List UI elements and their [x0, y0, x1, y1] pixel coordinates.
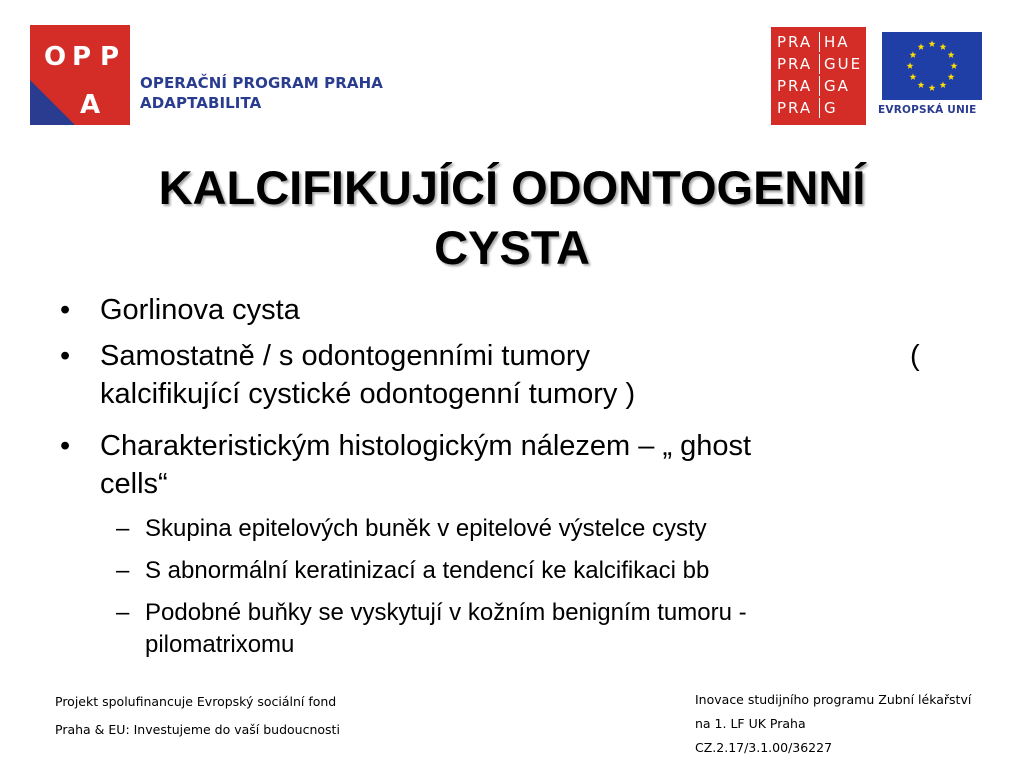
praha-row-left: PRA: [777, 76, 820, 96]
praha-row: [777, 97, 866, 119]
subbullet-text: Skupina epitelových buněk v epitelové výstelce cysty: [145, 515, 707, 542]
subbullet-marker: –: [116, 557, 130, 584]
slide-title-line2: CYSTA: [434, 221, 590, 274]
praha-row: [777, 53, 866, 75]
subbullet-marker: –: [116, 515, 130, 542]
subbullet-text-continuation: pilomatrixomu: [145, 631, 295, 658]
bullet-text: Gorlinova cysta: [100, 294, 300, 326]
praha-row-right: GA: [824, 77, 850, 95]
praha-row-left: PRA: [777, 54, 820, 74]
footer-right-line: na 1. LF UK Praha: [695, 716, 806, 731]
bullet-text: Samostatně / s odontogenními tumory: [100, 340, 591, 372]
subbullet-text: S abnormální keratinizací a tendencí ke kalcifikaci bb: [145, 557, 710, 584]
praha-logo: [771, 27, 866, 125]
praha-row-left: PRA: [777, 98, 820, 118]
footer-right-line: CZ.2.17/3.1.00/36227: [695, 740, 833, 755]
subbullet-marker: –: [116, 599, 130, 626]
praha-row-right: GUE: [824, 55, 863, 73]
eu-flag: [882, 32, 982, 100]
subbullet-text: Podobné buňky se vyskytují v kožním benigním tumoru -: [145, 599, 747, 626]
bullet-marker: •: [60, 340, 71, 372]
bullet-text-continuation: kalcifikující cystické odontogenní tumory ): [100, 378, 636, 410]
praha-row: [777, 75, 866, 97]
oppa-logo-letter-p2: P: [100, 42, 120, 72]
praha-row-right: HA: [824, 33, 850, 51]
oppa-logo-letter-a: A: [80, 90, 101, 120]
oppa-logo-letter-o: O: [44, 42, 67, 72]
praha-row-right: G: [824, 99, 838, 117]
praha-row-left: PRA: [777, 32, 820, 52]
oppa-program-name: [140, 73, 400, 113]
footer-right-line: Inovace studijního programu Zubní lékařství: [695, 692, 972, 707]
bullet-trailing-paren: (: [910, 340, 920, 372]
slide-title-line1: KALCIFIKUJÍCÍ ODONTOGENNÍ: [158, 161, 866, 214]
oppa-logo-letter-p1: P: [72, 42, 92, 72]
oppa-logo: [30, 25, 130, 125]
bullet-marker: •: [60, 294, 71, 326]
bullet-marker: •: [60, 430, 71, 462]
footer-left-line: Praha & EU: Investujeme do vaší budoucnosti: [55, 722, 340, 737]
oppa-line1: OPERAČNÍ PROGRAM PRAHA: [140, 74, 383, 92]
bullet-text: Charakteristickým histologickým nálezem – „ ghost: [100, 430, 752, 462]
footer-left-line: Projekt spolufinancuje Evropský sociální fond: [55, 694, 337, 709]
slide-title: [60, 158, 964, 278]
oppa-line2: ADAPTABILITA: [140, 94, 262, 112]
footer-right: [695, 688, 1015, 760]
bullet-text-continuation: cells“: [100, 468, 168, 500]
eu-caption: EVROPSKÁ UNIE: [878, 104, 977, 116]
praha-row: [777, 31, 866, 53]
footer-left: [55, 688, 375, 744]
